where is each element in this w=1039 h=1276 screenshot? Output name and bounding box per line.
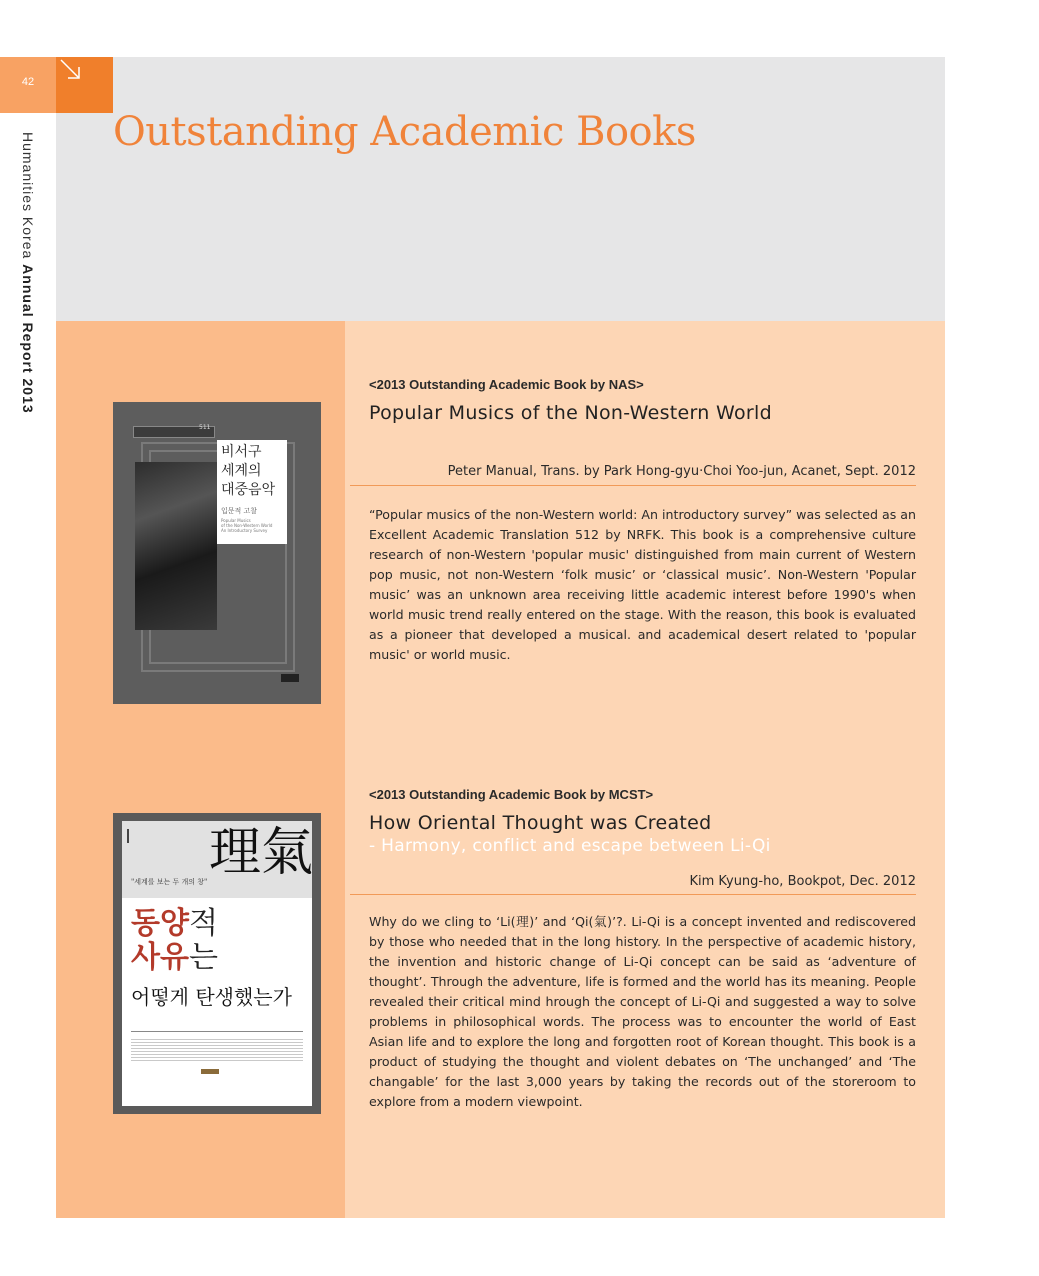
- book-description: Why do we cling to ‘Li(理)’ and ‘Qi(氣)’?. Li-Qi is a concept invented and rediscovered by those who needed that in the long history. In the perspective of academic history, the invention and historic change of Li-Qi concept can be said as ‘adventure of thought’. Through the adventure, life is formed and the world has its meaning. People revealed their critical mind hrough the concept of Li-Qi and suggested a way to solve problems in philosophical words. The process was to encounter the world of East Asian life and to explore the long and forgotten root of Korean thought. This book is a product of studying the thought and violent debates on ‘The unchanged’ and ‘The changable’ for the last 3,000 years by taking the records out of the storeroom to explore from a modern viewpoint.: [369, 914, 916, 1109]
- cover-author-mark: [201, 1069, 219, 1074]
- page-number: 42: [21, 76, 35, 88]
- running-head: [20, 132, 36, 414]
- book-title: How Oriental Thought was Created: [369, 812, 712, 834]
- book-cover-popular-musics: [113, 402, 321, 704]
- cover-korean-line-1: [131, 907, 218, 941]
- cover-rest-1: 적: [188, 906, 218, 941]
- book-credit: Kim Kyung-ho, Bookpot, Dec. 2012: [689, 874, 916, 889]
- book-description: “Popular musics of the non-Western world: An introductory survey” was selected as an Excellent Academic Translation 512 by NRFK. This book is a comprehensive culture research of non-Western 'popular music' distinguished from main current of Western pop music, not non-Western ‘folk music’ or ‘classical music’. Non-Western 'Popular music’ was an unknown area receiving little academic interest before 1990's when world music trend really entered on the stage. With the reason, this book is evaluated as a pioneer that developed a musical. and academical desert related to 'popular music' or world music.: [369, 507, 916, 662]
- cover-photo: [135, 462, 217, 630]
- award-label: <2013 Outstanding Academic Book by NAS>: [369, 377, 644, 392]
- cover-english-line: An Introductory Survey: [221, 528, 268, 533]
- cover-korean-title: [131, 907, 218, 975]
- book-cover-oriental-thought: [113, 813, 321, 1114]
- cover-korean-line-3: 어떻게 탄생했는가: [131, 985, 292, 1009]
- cover-rule: [131, 1031, 303, 1032]
- cover-rest-2: 는: [188, 940, 218, 975]
- book-credit: Peter Manual, Trans. by Park Hong-gyu·Choi Yoo-jun, Acanet, Sept. 2012: [447, 464, 916, 479]
- cover-series-number: 511: [199, 424, 211, 431]
- divider: [350, 485, 916, 486]
- publisher-logo: [281, 674, 299, 682]
- cover-korean-title-3: 대중음악: [221, 482, 276, 498]
- cover-english-line: of the Non-Western World: [221, 523, 273, 528]
- award-label: <2013 Outstanding Academic Book by MCST>: [369, 787, 654, 802]
- divider: [350, 894, 916, 895]
- cover-quote: "세계를 보는 두 개의 창": [131, 878, 208, 886]
- cover-english-line: Popular Musics: [221, 518, 251, 523]
- cover-hanja: 理氣: [209, 823, 314, 883]
- page-title: Outstanding Academic Books: [113, 109, 696, 155]
- running-head-prefix: Humanities Korea: [20, 132, 36, 265]
- book-subtitle: - Harmony, conflict and escape between Li-Qi: [369, 836, 771, 856]
- header-band: [56, 57, 945, 321]
- cover-accent-1: 동양: [131, 906, 189, 941]
- cover-korean-subtitle: 입문적 고찰: [221, 507, 258, 515]
- cover-fine-print: [131, 1039, 303, 1061]
- cover-korean-title-1: 비서구: [221, 444, 262, 460]
- cover-accent-2: 사유: [131, 940, 189, 975]
- book-title: Popular Musics of the Non-Western World: [369, 402, 772, 424]
- arrow-down-right-icon: [56, 57, 113, 113]
- cover-korean-title-2: 세계의: [221, 463, 262, 479]
- cover-series-mark: [127, 829, 189, 843]
- arrow-tab: [56, 57, 113, 113]
- cover-english-title: [221, 518, 272, 533]
- running-head-bold: Annual Report 2013: [20, 264, 36, 414]
- cover-korean-line-2: [131, 941, 218, 975]
